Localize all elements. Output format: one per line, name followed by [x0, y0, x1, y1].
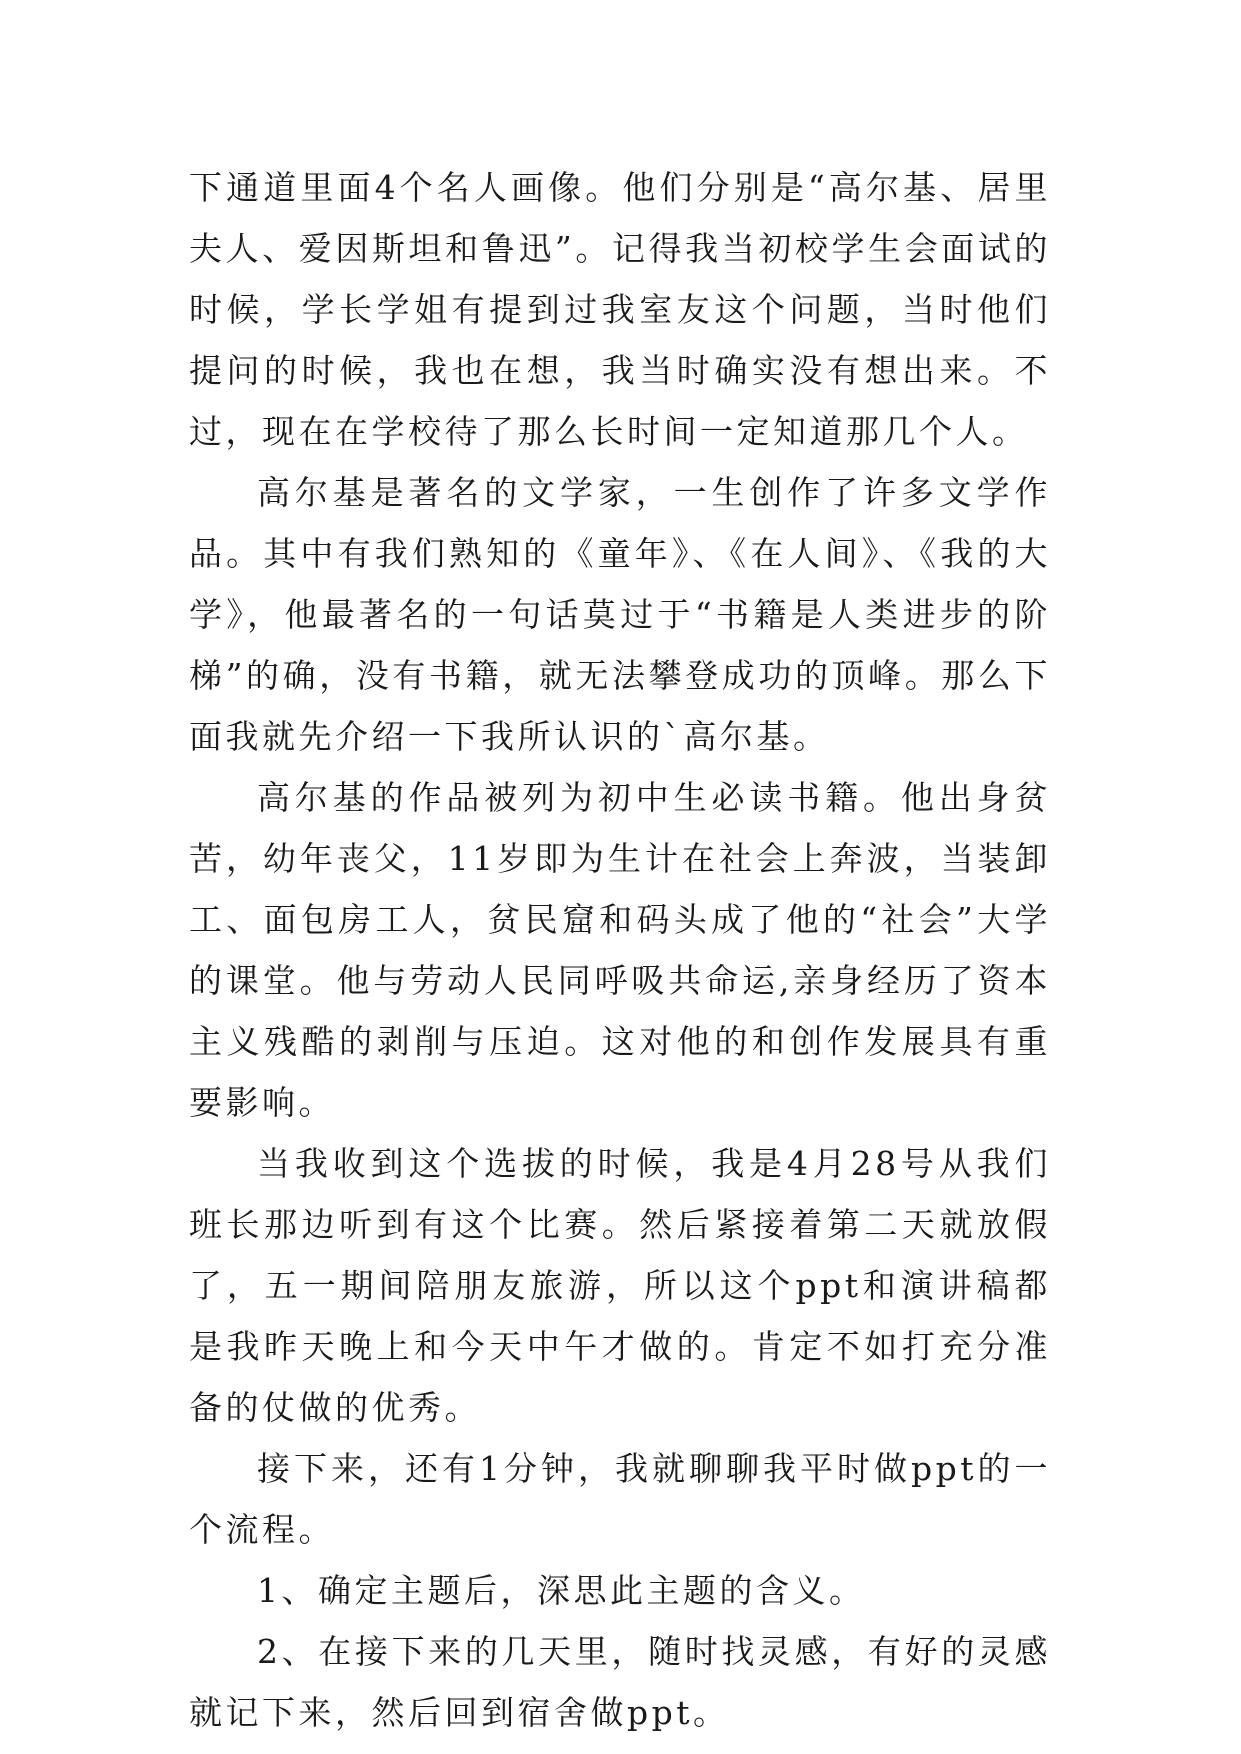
- document-body: [189, 157, 1051, 1743]
- paragraph-gorky-intro: 高尔基是著名的文学家，一生创作了许多文学作品。其中有我们熟知的《童年》、《在人间》、《我的大学》，他最著名的一句话莫过于“书籍是人类进步的阶梯”的确，没有书籍，就无法攀登成功的顶峰。那么下面我就先介绍一下我所认识的`高尔基。: [189, 473, 1051, 756]
- paragraph-ppt-process-intro: 接下来，还有1分钟，我就聊聊我平时做ppt的一个流程。: [189, 1449, 1051, 1549]
- list-item-step-2: 2、在接下来的几天里，随时找灵感，有好的灵感就记下来，然后回到宿舍做ppt。: [189, 1632, 1051, 1732]
- paragraph-selection-notice: 当我收到这个选拔的时候，我是4月28号从我们班长那边听到有这个比赛。然后紧接着第二天就放假了，五一期间陪朋友旅游，所以这个ppt和演讲稿都是我昨天晚上和今天中午才做的。肯定不如打充分准备的仗做的优秀。: [189, 1144, 1051, 1427]
- paragraph-gorky-works: 高尔基的作品被列为初中生必读书籍。他出身贫苦，幼年丧父，11岁即为生计在社会上奔波，当装卸工、面包房工人，贫民窟和码头成了他的“社会”大学的课堂。他与劳动人民同呼吸共命运,亲身经历了资本主义残酷的剥削与压迫。这对他的和创作发展具有重要影响。: [189, 778, 1051, 1122]
- paragraph-continuation: 下通道里面4个名人画像。他们分别是“高尔基、居里夫人、爱因斯坦和鲁迅”。记得我当初校学生会面试的时候，学长学姐有提到过我室友这个问题，当时他们提问的时候，我也在想，我当时确实没有想出来。不过，现在在学校待了那么长时间一定知道那几个人。: [189, 168, 1051, 451]
- list-item-step-1: 1、确定主题后，深思此主题的含义。: [257, 1571, 866, 1610]
